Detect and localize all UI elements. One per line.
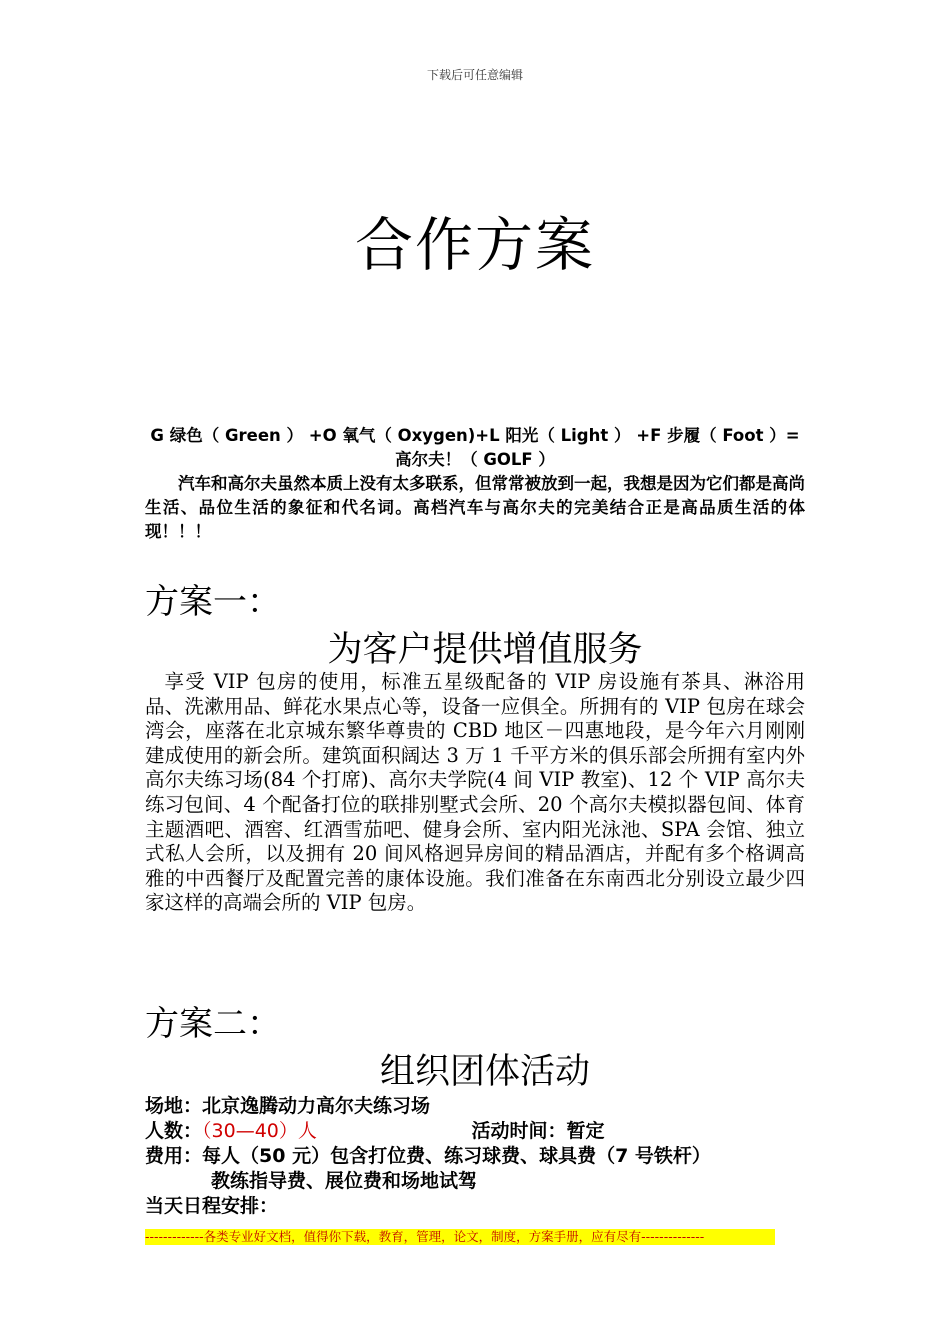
time-group bbox=[472, 1119, 605, 1144]
plan1-label: 方案一： bbox=[145, 582, 281, 622]
count-label: 人数： bbox=[145, 1120, 203, 1142]
fee-label: 费用： bbox=[145, 1145, 203, 1167]
venue-label: 场地： bbox=[145, 1095, 203, 1117]
count-row bbox=[145, 1119, 825, 1144]
plan1-title: 为客户提供增值服务 bbox=[327, 630, 643, 670]
schedule-heading: 当天日程安排： bbox=[145, 1195, 279, 1217]
venue-value: 北京逸腾动力高尔夫练习场 bbox=[202, 1095, 431, 1117]
document-title: 合作方案 bbox=[354, 211, 595, 279]
time-value: 暂定 bbox=[566, 1120, 605, 1142]
plan2-details bbox=[145, 1094, 825, 1219]
page-footer-banner: -------------各类专业好文档，值得你下载，教育，管理，论文，制度，方案手册，应有尽有-------------- bbox=[145, 1229, 775, 1245]
time-label: 活动时间： bbox=[471, 1120, 567, 1142]
plan1-body: 享受 VIP 包房的使用，标准五星级配备的 VIP 房设施有茶具、淋浴用品、洗漱用品、鲜花水果点心等，设备一应俱全。所拥有的 VIP 包房在球会湾会，座落在北京城东繁华尊贵的 CBD 地区－四惠地段，是今年六月刚刚建成使用的新会所。建筑面积阔达 3 万 1 千平方米的俱乐部会所拥有室内外高尔夫练习场(84 个打席)、高尔夫学院(4 间 VIP 教室)、12 个 VIP 高尔夫练习包间、4 个配备打位的联排别墅式会所、20 个高尔夫模拟器包间、体育主题酒吧、酒窖、红酒雪茄吧、健身会所、室内阳光泳池、SPA 会馆、独立式私人会所，以及拥有 20 间风格迥异房间的精品酒店，并配有多个格调高雅的中西餐厅及配置完善的康体设施。我们准备在东南西北分别设立最少四家这样的高端会所的 VIP 包房。 bbox=[145, 670, 805, 915]
intro-paragraph: 汽车和高尔夫虽然本质上没有太多联系，但常常被放到一起，我想是因为它们都是高尚生活、品位生活的象征和代名词。高档汽车与高尔夫的完美结合正是高品质生活的体现！！！ bbox=[145, 474, 805, 541]
fee-row-continued: 教练指导费、展位费和场地试驾 bbox=[211, 1170, 478, 1192]
fee-line-1: 每人（50 元）包含打位费、练习球费、球具费（7 号铁杆） bbox=[202, 1145, 711, 1167]
count-value: （30—40）人 bbox=[202, 1120, 317, 1142]
plan2-title: 组织团体活动 bbox=[379, 1052, 590, 1092]
plan2-label: 方案二： bbox=[145, 1004, 281, 1044]
fee-row bbox=[145, 1144, 825, 1169]
golf-formula: G 绿色（ Green ） +O 氧气（ Oxygen)+L 阳光（ Light ） +F 步履（ Foot ）= 高尔夫！（ GOLF ） bbox=[150, 426, 800, 469]
venue-row bbox=[145, 1094, 825, 1119]
page-header: 下载后可任意编辑 bbox=[426, 68, 523, 82]
intro-section bbox=[145, 424, 805, 544]
